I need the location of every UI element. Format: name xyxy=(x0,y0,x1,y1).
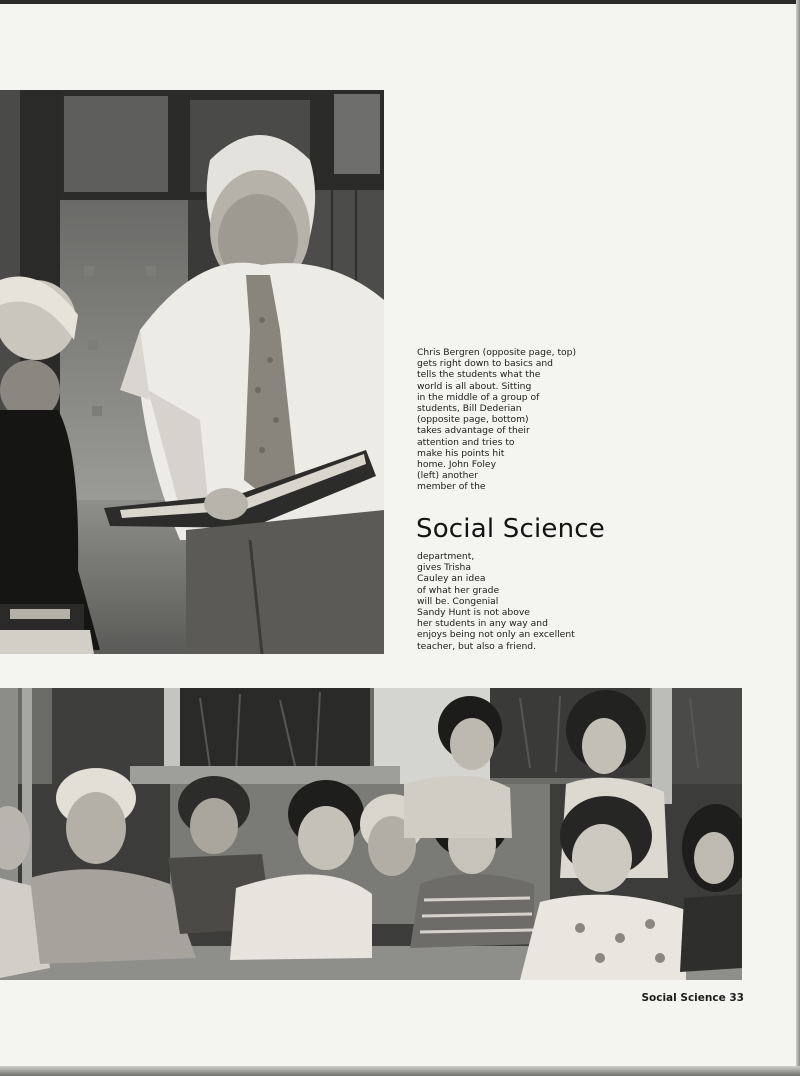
scan-top-edge xyxy=(0,0,800,4)
teacher-photo xyxy=(0,90,384,654)
page-folio: Social Science 33 xyxy=(641,992,744,1004)
scan-bottom-edge xyxy=(0,1066,800,1076)
section-heading: Social Science xyxy=(416,514,605,544)
caption-top: Chris Bergren (opposite page, top) gets right down to basics and tells the students what the world is all about. Sitting in the middle of a group of students, Bill Dederian (opposite page, bottom) takes advantage of their attention and tries to make his points hit home. John Foley (left) another member of the xyxy=(417,347,577,493)
students-group-photo xyxy=(0,688,742,980)
scan-right-edge xyxy=(796,0,800,1076)
caption-bottom: department, gives Trisha Cauley an idea of what her grade will be. Congenial Sandy Hunt is not above her students in any way and enjoys being not only an excellent teacher, but also a friend. xyxy=(417,551,575,652)
